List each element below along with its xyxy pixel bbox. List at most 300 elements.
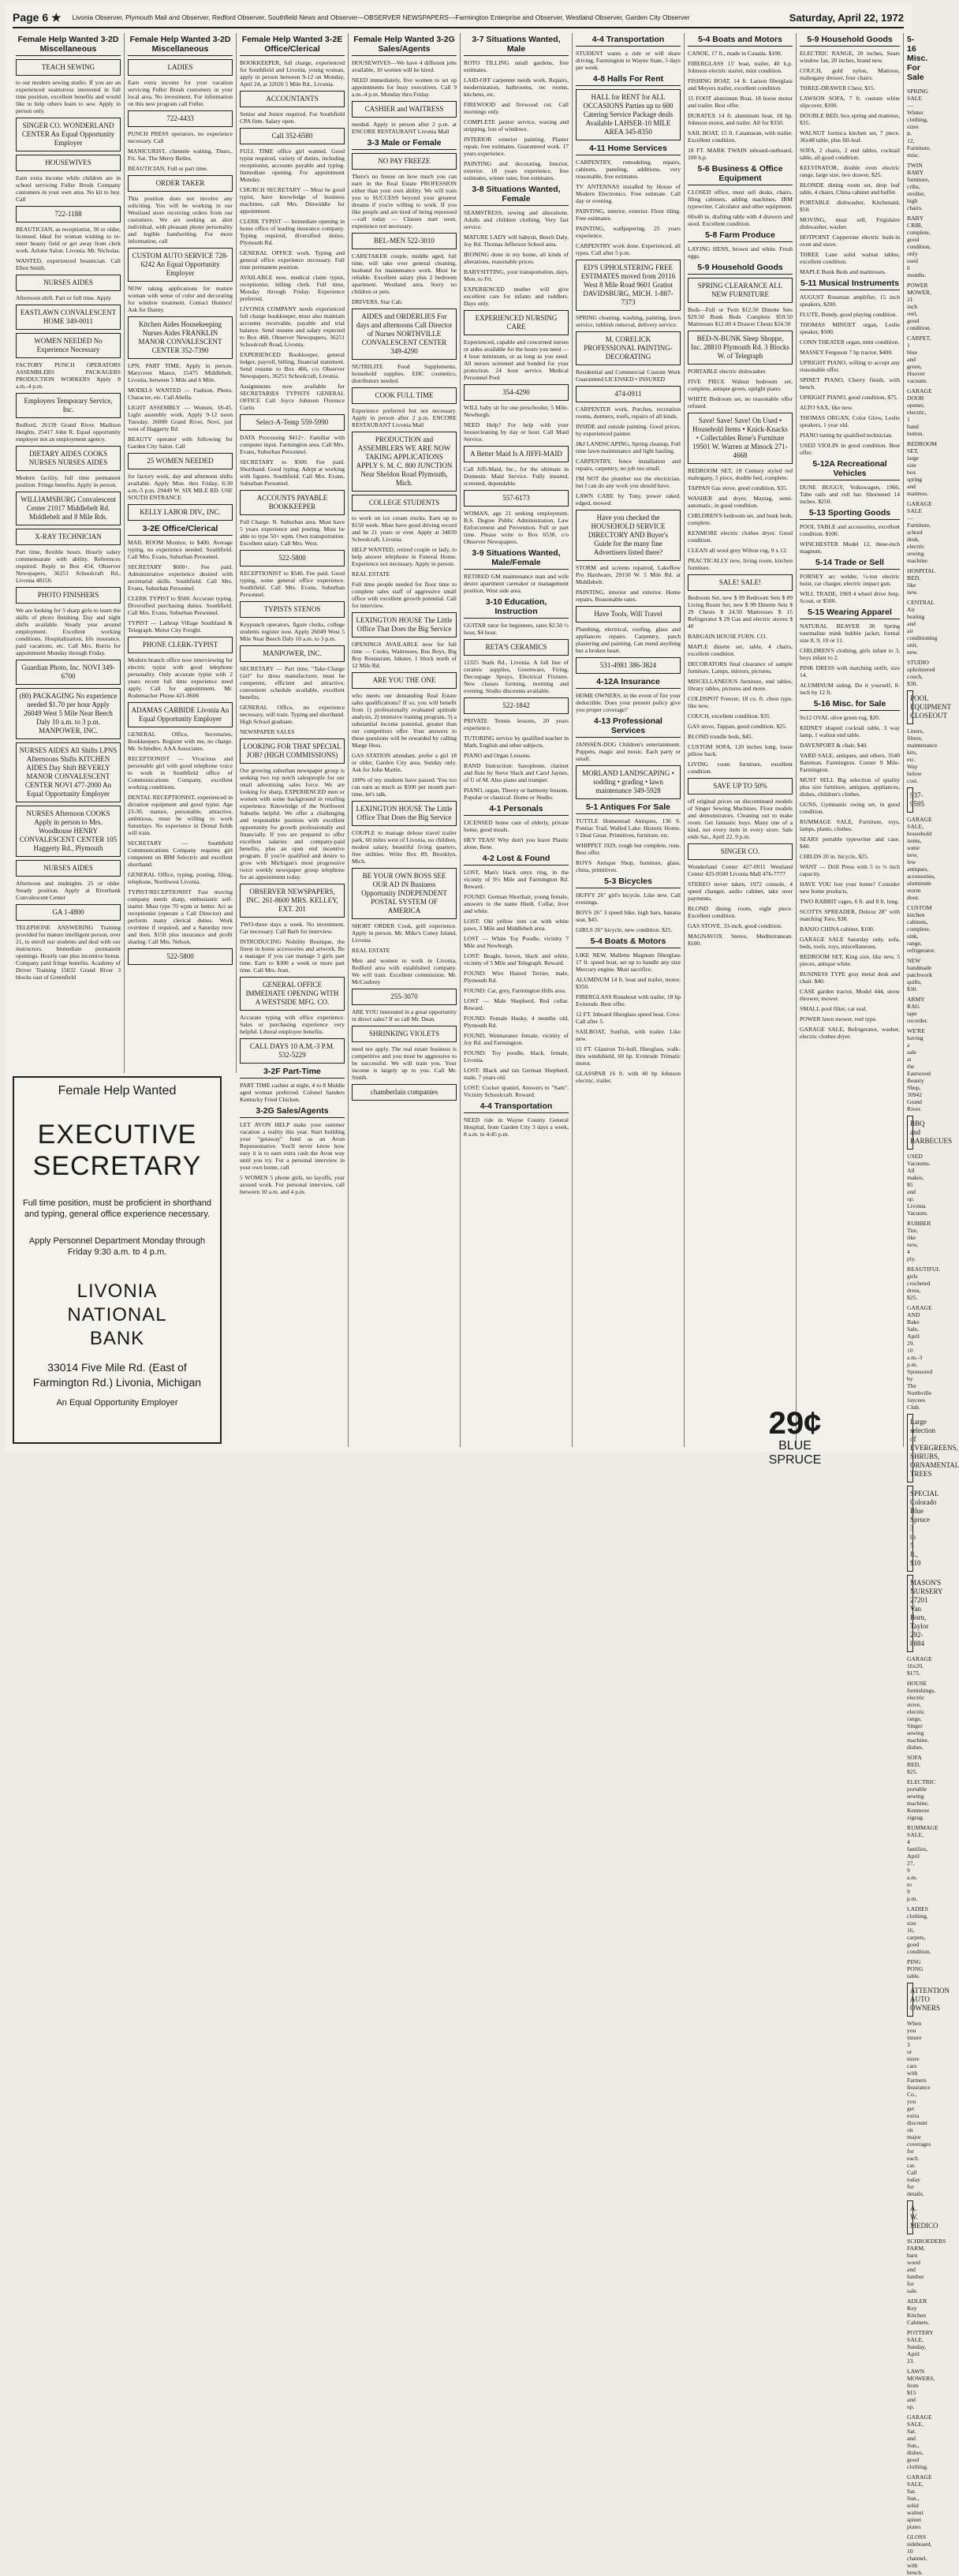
display-ad: NURSES Afternoon COOKS Apply in person to Mrs. Woodhouse HENRY CONVALESCENT CENTER 105 Haggerty Rd., Plymouth [16,806,121,857]
classified-ad: HELP WANTED, retired couple or lady, to help answer telephone in Funeral Home. Experience not necessary. Apply in person. [352,546,457,567]
bank-name-1: LIVONIA [76,1281,158,1302]
display-ad: ACCOUNTS PAYABLE BOOKKEEPER [240,490,345,515]
classified-ad: BOYS 26" 3 speed bike, high bars, banana seat, $45. [576,909,681,923]
classified-ad: DECORATORS final clearance of sample furniture. Lamps, mirrors, pictures. [688,660,793,675]
classified-ad: to work on ice cream trucks. Earn up to $150 week. Must have good driving record and be 21 years or over. Apply at 34039 Schoolcraft, Livonia. [352,514,457,543]
display-ad: SAVE UP TO 50% [688,778,793,794]
masthead [13,8,904,28]
classified-ad: 12 FT. Inboard fiberglass speed boat, Cove. Call after 5. [576,1011,681,1025]
section-header: 4-12A Insurance [576,677,681,689]
column-4 [349,33,461,1447]
display-ad: SINGER CO. [688,843,793,860]
section-header: 4-8 Halls For Rent [576,74,681,86]
page-number: Page 6 ★ [13,10,62,24]
classified-ad: NUTRILITE Food Supplements, household supplies. EHC cosmetics, distributors needed. [352,363,457,384]
section-header: Female Help Wanted 3-2G Sales/Agents [352,35,457,56]
classified-ad: GLASSPAR 16 ft. with 40 hp Johnson electric, trailer. [576,1070,681,1084]
classified-ad: HAVE YOU lost your home? Consider new home products. [800,880,900,895]
display-ad: PHOTO FINISHERS [16,587,121,604]
display-ad: M. CORELICK PROFESSIONAL PAINTING-DECORATING [576,331,681,365]
classified-ad: LOST: Cocker spaniel, Answers to "Sam". Vicinity Schoolcraft. Reward. [464,1084,569,1098]
classified-ad: TELEPHONE ANSWERING Training provided for mature intelligent person, over 21, to enroll our students and deal with our instructors. Immediate permanent openings. Hourly rate plus incentive bonus. Company paid fringe benefits. Academy of Driver Training 15032 Grand River 3 blocks east of Greenfield [16,924,121,981]
classified-ad: NEED ride in Wayne County General Hospital, from Garden City 3 days a week, 8 a.m. to 4:45 p.m. [464,1116,569,1138]
classified-ad: YARD SALE, antiques, and others. 3540 Bateman. Farmington. Corner 9 Mile-Farmington. [800,752,900,773]
display-ad: SINGER CO. WONDERLAND CENTER An Equal Opportunity Employer [16,118,121,151]
classified-ad: EXPERIENCED Bookkeeper, general ledger, payroll, billing, financial statement. Send resume to Box 466, c/o Observer Newspapers, 36251 Schoolcraft, Livonia. [240,351,345,379]
classified-ad: SECRETARY $600+. Fee paid. Administrative experience desired with secretarial skills. Southfield. Call Mrs. Evans, Suburban Personnel. [128,563,233,592]
classified-ad: LICENSED home care of elderly, private home, good meals. [464,819,569,833]
classified-ad: Senior and Junior required. For Southfield CPA firm. Salary open. [240,110,345,125]
classified-ad: LAWSON SOFA, 7 ft. custom white slipcover, $100. [800,95,900,109]
display-ad: (80) PACKAGING No experience needed $1.70 per hour Apply 26049 West 5 Mile Near Beech Daly 10 a.m. to 3 p.m. MANPOWER, INC. [16,688,121,739]
classified-ad: FOUND: Toy poodle, black, female, Livonia. [464,1049,569,1064]
classified-ad: GARAGE SALE Saturday only, sofa, beds, tools, toys, miscellaneous. [800,936,900,950]
classified-ad: FOUND: Cat, grey, Farmington Hills area. [464,987,566,994]
display-ad: BED-N-BUNK Sleep Shoppe, Inc. 28810 Plymouth Rd. 3 Blocks W. of Telegraph [688,331,793,365]
classified-ad: AVAILABLE now, medical claim typist, receptionist, billing clerk. Full time, Monday through Friday. Experience preferred. [240,274,345,302]
display-ad: ADAMAS CARBIDE Livonia An Equal Opportunity Employer [128,702,233,727]
classified-ad: GAS STATION attendant, prefer a girl 18 or older, Garden City area. Sunday only. Ask for John Martin. [352,752,457,773]
classified-ad: Full Charge. N. Suburban area. Must have 5 years experience and posting. Must be able to type 50+ wpm. Own transportation. Excellent salary. Call Mrs. West. [240,518,345,547]
classified-ad: TWO RABBIT cages, 6 ft. and 8 ft. long. [800,898,899,905]
classified-ad: Men and women to work in Livonia, Redford area with established company. We will train. Excellent commission. Mr. McCoubrey [352,957,457,985]
classified-ad: DRIVERS, Star Cab. [352,298,403,305]
classified-ad: STORM and screens repaired, Lakeflow Pro Hardware, 29150 W. 5 Mile Rd. at Middlebelt. [576,564,681,585]
classified-ad: PIANO and Organ Lessons. [464,752,532,759]
classified-ad: THOMAS MINUET organ, Leslie speaker, $500. [800,321,900,335]
classified-ad: LIGHT ASSEMBLY — Women, 18-45. Light assembly work. Apply 9-12 noon Tuesday. 26000 Grand River, Novi, just west of Haggerty Rd. [128,404,233,432]
section-header: 4-4 Transportation [464,1101,569,1113]
classified-ad: PINK DRESS with matching outfit, size 14. [800,664,900,679]
classified-ad: FLUTE, Bundy, good playing condition. [800,311,897,318]
section-header: 5-13 Sporting Goods [800,508,900,520]
display-ad: SPECIAL Colorado Blue Spruce 3 to 5 ft., $10 [907,1486,913,1572]
display-ad: CUSTOM AUTO SERVICE 728-6242 An Equal Opportunity Employer [128,248,233,282]
section-header: 3-3 Male or Female [352,138,457,150]
section-header: 5-15 Wearing Apparel [800,608,900,619]
classified-ad: ALUMINUM 14 ft. boat and trailer, motor. $350. [576,976,681,990]
section-header: 5-12A Recreational Vehicles [800,459,900,480]
display-ad: LOOKING FOR THAT SPECIAL JOB? (HIGH COMMISSIONS) [240,738,345,764]
blue-spruce-ad [756,1408,834,1467]
classified-ad: CLOSED office, must sell desks, chairs, filing cabinets, adding machines, IBM typewriter, Calculator and other equipment. [688,189,793,210]
classified-ad: BARGAIN HOUSE FURN. CO. [688,633,767,640]
classified-ad: BOOKKEEPER, full charge, experienced for Southfield and Livonia, young woman, apply in person between 9-12 on Monday, April 24, at 32020 5 Mile Rd., Livonia. [240,59,345,88]
display-ad: DIETARY AIDES COOKS NURSES NURSES AIDES [16,446,121,471]
classified-ad: RECEPTIONIST — Vivacious and personable girl with good telephone voice to work in Southfield office of Communications Company, excellent working conditions. [128,755,233,791]
classified-ad: FOUND: Female Husky, 4 months old, Plymouth Rd. [464,1015,569,1029]
classified-ad: Call Jiffi-Maid, Inc., for the ultimate in Domestic Maid Service. Fully insured, screened, dependable. [464,465,569,487]
display-ad: GENERAL OFFICE IMMEDIATE OPENING WITH A WESTSIDE MFG. CO. [240,977,345,1011]
display-ad: 557-6173 [464,490,569,507]
classified-ad: FIBERGLASS 15' boat, trailer, 40 h.p. Johnson electric starter, mint condition. [688,60,793,74]
display-ad: A. W. MEDICO [907,2200,913,2234]
classified-ad: LOST: Black and tan German Shepherd, male, 7 years old. [464,1067,569,1081]
classified-ad: SAIL BOAT, 15 ft. Catamaran, with trailer. Excellent condition. [688,129,793,144]
display-ad: LEXINGTON HOUSE The Little Office That Does the Big Service [352,612,457,637]
classified-ad: Accurate typing with office experience. Sales or purchasing experience very helpful. Liberal employee benefits. [240,1014,345,1035]
classified-ad: Residential and Commercial Custom Work Guaranteed LICENSED • INSURED [576,368,681,383]
classified-ad: CHURCH SECRETARY — Must be good typist, have knowledge of business machines, call Mrs. Dinwiddie for appointment. [240,186,345,215]
classified-ad: WHIPPET 1929, rough but complete, runs. Best offer. [576,842,681,856]
classified-ad: STUDENT wants a ride or will share driving, Farmington to Wayne State, 5 days per week. [576,50,681,71]
classified-ad: PRACTICALLY new, living room, kitchen furniture. [688,557,793,571]
classified-ad: LOST: Old yellow tom cat with white paws, 3 Mile and Middlebelt area. [464,918,569,932]
classified-ad: PUNCH PRESS operators, no experience necessary. Call [128,130,233,144]
classified-ad: Earn extra income while children are in school servicing Fuller Brush Company customers in your own area. No kit to buy. Call [16,174,121,203]
classified-ad: FOUND: German Shorthair, young female, answers to the name Hiedi. Collar, liver and white. [464,893,569,914]
display-ad: OBSERVER NEWSPAPERS, INC. 261-8600 MRS. KELLEY, EXT. 201 [240,884,345,918]
display-ad: 522-1842 [464,697,569,714]
classified-ad: Bedroom Set, new $ 99 Bedroom Sets $ 89 Living Room Set, new $ 99 Dinette Sets $ 29 Chests $ 24.50 Mattresses $ 15 Refrigerator $ 29 Gas and electric stoves $ 40 [688,594,793,630]
classified-ad: ALUMINUM siding. Do it yourself, 8-inch by 12 ft. [800,682,900,696]
section-header: 4-4 Transportation [576,35,681,47]
equal-opportunity-note: An Equal Opportunity Employer [56,1398,178,1408]
display-ad: WOMEN NEEDED No Experience Necessary [16,333,121,358]
classified-ad: DURATEX 14 ft. aluminum boat, 18 hp. Johnson motor, and trailer. All for $350. [688,112,793,126]
display-ad: TEACH SEWING [16,59,121,76]
classified-ad: PART TIME cashier at night, 4 to 8 Middle aged woman preferred. Colonel Sanders Kentucky Fried Chicken. [240,1082,345,1103]
blue-spruce-label: BLUE SPRUCE [768,1439,822,1467]
classified-ad: PAINTING, wallpapering, 25 years experience. [576,225,681,239]
classified-ad: GENERAL OFFICE work. Typing and general office experience necessary. Full time permanent position. [240,249,345,271]
classified-ad: SEARS portable typewriter and case, $40. [800,836,900,850]
classified-ad: RECEPTIONIST to $540. Fee paid. Good typing, some general office experience. Southfield. Call Mrs. Evans, Suburban Personnel. [240,570,345,598]
display-ad: CALL DAYS 10 A.M.-3 P.M. 532-5229 [240,1038,345,1064]
classified-ad: BEAUTICIAN, Full or part time. [128,165,208,172]
display-ad: Guardian Photo, Inc. NOVI 349-6700 [16,660,121,685]
classified-ad: Earn extra income for your vacation servicing Fuller Brush customers in your local area. No investment. For information on this new program call Fuller. [128,79,233,107]
classified-ad: GAS stove, Tappan, good condition. $25. [688,723,787,730]
classified-ad: FOUND: Wire Haired Terrier, male, Plymouth Rd. [464,970,569,984]
ad-apply: Apply Personnel Department Monday through Friday 9:30 a.m. to 4 p.m. [28,1236,206,1257]
section-header: 4-1 Personals [464,804,569,816]
classified-ad: BAND Instruction: Saxophone, clarinet and flute by Steve Slack and Carol Jaynes, of U of M. Also piano and trumpet. [464,762,569,783]
column-1 [13,33,125,1073]
classified-ad: MAPLE dinette set, table, 4 chairs, excellent condition. [688,643,793,657]
display-ad: HALL for RENT for ALL OCCASIONS Parties up to 600 Catering Service Package deals Available LAHSER-10 MILE AREA 345-8350 [576,89,681,140]
display-ad: COLLEGE STUDENTS [352,495,457,511]
section-header: 3-7 Situations Wanted, Male [464,35,569,56]
ad-title-line-2: SECRETARY [32,1151,202,1181]
classified-ad: 100% of my students have passed. You too can earn as much as $500 per month part-time, let's talk. [352,776,457,798]
display-ad: CASHIER and WAITRESS [352,101,457,118]
section-header: 5-14 Trade or Sell [800,558,900,570]
classified-ad: ALTO SAX, like new. [800,404,853,411]
classified-ad: SECRETARY to $500. Fee paid. Shorthand. Good typing. Adept at working with figures. Southfield. Call Mrs. Evans, Suburban Personnel. [240,458,345,487]
classified-ad: CHILDS 20 in. bicycle, $25. [800,853,869,860]
classified-ad: ROYS Antique Shop, furniture, glass, china, primitives. [576,859,681,873]
display-ad: MORLAND LANDSCAPING • sodding • grading • lawn maintenance 349-5928 [576,765,681,799]
classified-ad: LOST: Beagle, brown, black and white, vicinity of 5 Mile and Telegraph. Reward. [464,952,569,966]
classified-ad: DUNE BUGGY, Volkswagen, 1966, Tube rails and roll bar. Shortened 14 inches. $250. [800,484,900,505]
classified-ad: REAL ESTATE [352,947,390,954]
classified-ad: PAINTING and decorating. Interior, exterior. 18 years experience, free estimates, winter rates, free estimates. [464,160,569,181]
classified-ad: MAGNAVOX Stereo, Mediterranean. $100. [688,933,793,947]
classified-ad: USED VIOLIN in good condition. Best offer. [800,442,900,456]
classified-ad: WILL baby sit for one preschooler, 5 Mile-Newburgh. [464,404,569,418]
classified-ad: 18 FT. MARK TWAIN inboard-outboard, 100 h.p. [688,147,793,161]
classified-ad: NEED Help? For help with your housecleaning by day or hour. Call Maid Service. [464,421,569,443]
classified-ad: TV ANTENNAS installed by House of Modern Electronics. Free estimate. Call day or evening. [576,183,681,204]
classified-ad: for factory work, day and afternoon shifts available. Apply Mon. thru Friday, 6:30 a.m.-5 p.m. 29449 W. SIX MILE RD. USE SOUTH ENTRANCE [128,473,233,501]
newspaper-page [5,3,959,2576]
classified-ad: BUSINESS TYPE gray metal desk and chair. $40. [800,970,900,985]
column-5 [461,33,573,1447]
classified-ad: JANSSEN-DOG Children's entertainment. Puppets, magic and music. Each party or small. [576,741,681,762]
classified-ad: COLDSPOT Freezer, 18 cu. ft. chest type, like new. [688,695,793,709]
display-ad: chamberlain companies [352,1084,457,1101]
display-ad: NURSES AIDES [16,275,121,291]
display-ad: Call 352-6580 [240,128,345,144]
display-ad: BEL-MEN 522-3010 [352,233,457,249]
classified-ad: BEAUTY operator with following for Garden City Salon. Call [128,436,233,450]
display-ad: ED'S UPHOLSTERING FREE ESTIMATES moved from 20116 West 8 Mile Road 9601 Gratiot DAVIDSBURG, MICH. 1-887-7373 [576,260,681,311]
classified-ad: ELECTRIC RANGE, 20 inches, Sears window fan, 20 inches, brand new. [800,50,900,64]
classified-ad: FULL TIME office girl wanted. Good typist required, variety of duties, including receptionist, accounts payable and typing. Immediate opening. For appointment Monday. [240,148,345,183]
classified-ad: THREE Lane solid walnut tables, excellent condition. [800,251,900,265]
executive-secretary-ad [13,1076,222,1444]
classified-ad: ROTO TILLING small gardens, free estimates. [464,59,569,73]
section-header: 3-2E Office/Clerical [128,524,233,536]
classified-ad: PORTABLE dishwasher, Kitchenaid, $50. [800,199,900,213]
classified-ad: MAPLE Bunk Beds and mattresses. [800,268,886,275]
classified-ad: We are looking for 5 sharp girls to learn the skills of photo finishing. Day and night shifts available. Steady year around employment. Excellent working conditions. Hospitalization, life insurance, paid vacations, etc. Call Mrs. Burris for appointment Monday through Friday. [16,607,121,656]
classified-ad: COMPLETE janitor service, waxing and stripping, lots of windows. [464,118,569,133]
classified-ad: STEREO never taken, 1972 console, 4 speed changer, audio cabinet, take over payments. [688,880,793,902]
display-ad: Save! Save! Save! On Used • Household Items • Knick-Knacks • Collectables Rene's Furniture 19501 W. Warren at Minock 271-4668 [688,413,793,464]
display-ad: 474-0911 [576,386,681,402]
display-ad: 255-3070 [352,989,457,1005]
classified-ad: MAIL ROOM Monitor, to $400. Average typing, no experience needed. Southfield. Call Mrs. Evans, Suburban Personnel. [128,539,233,560]
classified-ad: NEWSPAPER SALES [240,728,295,735]
publication-line: Livonia Observer, Plymouth Mail and Observer, Redford Observer, Southfield News and Observer—OBSERVER NEWSPAPERS—Farmington Enterprise and Observer, Westland Observer, Garden City Observer [72,13,690,21]
classified-ad: Experienced, capable and concerned nurses or aides available for the hours you need — 4 hour minimum, or as long as you need. All nurses screened and bonded for your protection. 24 hour service. Medical Personnel Pool [464,338,569,381]
classified-ad: INTRODUCING Nobility Boutique, the finest in home accessories and artwork. Be a manager if you can manage 3 girls part time. Earn to $300 a week or more part time. Call Mrs. Jean. [240,938,345,974]
classified-ad: TAPPAN Gas stove, good condition, $35. [688,484,788,492]
classified-ad: Modern facility, full time permanent position. Fringe benefits. Apply in person. [16,474,121,488]
classified-ad: There's no freeze on how much you can earn in the Real Estate PROFESSION either than your own ability. We will train you to SUCCESS beyond your greatest dreams if you're willing to work. If you like people and are tired of being repressed—call today — Classes start soon, experience not necessary. [352,173,457,230]
classified-ad: AUGUST Rossman amplifier, 15 inch speakers, $200. [800,293,900,308]
section-header: 5-11 Musical Instruments [800,279,900,290]
classified-ad: NEED immediately, five women to set up appointments for busy executives. Call 9 a.m.-4 p.m. Monday thru Friday. [352,77,457,98]
classified-ad: UPRIGHT PIANO, willing to accept any reasonable offer. [800,359,900,373]
classified-ad: off original prices on discontinued models of Singer Sewing Machines. Floor models and demonstrators. Cleaning out to make room. Get fantastic buys. Many one of a kind, not every item in every store. Sale ends Sat., April 22, 9 p.m. [688,798,793,840]
column-7 [685,33,797,1447]
classified-ad: BANJO CHINA cabinet, $100. [800,925,875,933]
classified-ad: CLERK TYPIST to $500. Accurate typing. Diversified purchasing duties. Southfield. Call Mrs. Evans, Suburban Personnel. [128,595,233,616]
classified-ad: WINCHESTER Model 12, three-inch magnum. [800,540,900,555]
classified-ad: Plumbing, electrical, roofing, glass and appliances repairs. Carpentry, patch plastering and painting. Can mend anything but a broken heart. [576,626,681,654]
display-ad: 354-4290 [464,384,569,401]
classified-ad: Experience preferred but not necessary. Apply in person after 2 p.m. ENCORE RESTAURANT Livonia Mall [352,407,457,428]
classified-ad: SAILBOAT, Sunfish, with trailer. Like new. [576,1028,681,1042]
classified-ad: CLEAN all wool grey Wilton rug, 9 x 12. [688,547,788,554]
display-ad: 937-9595 [907,787,913,813]
classified-ad: MUST SELL Big selection of quality plus size furniture, antiques, appliances, dishes, children's clothes. [800,776,900,798]
classified-ad: 15 FT. Glastron Tri-hull, fiberglass, walk-thru windshield, 60 hp. Evinrude Trimatic motor. [576,1045,681,1067]
classified-ad: FIBERGLASS Runabout with trailer, 18 hp Evinrude. Best offer. [576,993,681,1008]
display-ad: MASON'S NURSERY 27201 Van Born, Taylor 292-8884 [907,1575,913,1652]
classified-ad: Keypunch operators, figure clerks, college students register now. Apply 26049 West 5 Mile Near Beech Daly 10 a.m. to 3 p.m. [240,621,345,642]
classified-ad: THOMAS ORGAN, Color Glow, Leslie speakers, 1 year old. [800,414,900,428]
classified-ad: INSIDE and outside painting. Good prices, by experienced painter. [576,423,681,437]
column-3 [237,33,349,1447]
display-ad: SHRINKING VIOLETS [352,1026,457,1042]
classified-ad: MANICURIST, clientele waiting. Thurs., Fri. Sat. The Merry Belles. [128,148,233,162]
display-ad: TYPISTS STENOS [240,601,345,618]
classified-ad: PIANO tuning by qualified technician. [800,432,893,439]
classified-ad: HOME OWNERS, in the event of fire your deductible. Does your present policy give you proper coverage? [576,692,681,713]
classified-ad: 15 FOOT aluminum Boat, 18 horse motor and trailer. Best offer. [688,95,793,109]
classified-ad: TYPIST — Lathrup Village Southland & Telegraph. Motor City Freight. [128,619,233,634]
issue-date: Saturday, April 22, 1972 [789,11,904,24]
section-header: 3-2G Sales/Agents [240,1106,345,1118]
classified-ad: This position does not involve any soliciting. You will be working in our Westland store receiving orders from our customers. We are seeking an alert individual, with pleasant phone personality and legible handwriting. For more information, call [128,195,233,245]
classified-ad: LIKE NEW, Mallette Magnum fiberglass 17 ft. speed boat, set up to handle any size Mercury engine. Must sacrifice. [576,952,681,973]
classified-ad: KIDNEY shaped cocktail table, 3 way lamp, 1 walnut end table. [800,724,900,738]
classified-ad: FOUND, Weimaraner female, vicinity of Joy Rd. and Farmington. [464,1032,569,1046]
classified-ad: MODELS WANTED — Fashion, Photo, Character, etc. Call Abella. [128,387,233,401]
classified-ad: LOST — Male Shepherd, Red collar. Reward. [464,997,569,1011]
classified-ad: PAINTING, interior, exterior. Floor tiling. Free estimates. [576,208,681,222]
classified-ad: THREE-DRAWER Chest, $15. [800,84,875,92]
classified-ad: CARETAKER couple, middle aged, full time, will take over general cleaning, husband for maintenance work. Must be reliable. Excellent salary plus 2 bedroom apartment. Westland area. Sorry no children or pets. [352,252,457,295]
ad-category: Female Help Wanted [58,1084,177,1097]
section-header: 5-9 Household Goods [800,35,900,47]
classified-ad: FORNEY arc welder, ½-ton electric hoist, car charger, electric impact gun. [800,573,900,587]
classified-ad: MISCELLANEOUS furniture, end tables, library tables, pictures and more. [688,678,793,692]
section-header: 5-16 Misc. for Sale [800,699,900,711]
display-ad: BE YOUR OWN BOSS SEE OUR AD IN Business Opportunity INDEPENDENT POSTAL SYSTEM OF AMERICA [352,868,457,919]
classified-ad: J&J LANDSCAPING, Spring cleanup, Full time lawn maintenance and light hauling. [576,440,681,454]
classified-ad: to our modern sewing studio. If you are an experienced seamstress interested in full time position, excellent benefits and would like to help others learn to sew. Apply in person only. [16,79,121,114]
classified-ad: INTERIOR exterior painting. Plaster repair, free estimates. Guaranteed work. 17 years experience. [464,136,569,157]
classified-ad: FIVE PIECE Walnut bedroom set, complete, antique green, upright piano. [688,378,793,392]
classified-ad: WASHER and dryer, Maytag, semi-automatic, in good condition. [688,495,793,509]
classified-ad: HOUSEWIVES—We have 4 different jobs available, 10 women will be hired. [352,59,457,73]
section-header: 3-2F Part-Time [240,1067,345,1079]
classified-ad: PIANO, organ, Theory or harmony lessons. Popular or classical. Home or Studio. [464,787,569,801]
display-ad: BBQ and BARBECUES [907,1116,913,1150]
display-ad: EASTLAWN CONVALESCENT HOME 349-0011 [16,305,121,330]
classified-ad: NOW taking applications for mature woman with sense of color and decorating for window treatment. Contact Hunters! Ask for Danny. [128,285,233,313]
display-ad: AIDES and ORDERLIES For days and afternoons Call Director of Nurses NORTHVILLE CONVALESCENT CENTER 349-4290 [352,308,457,360]
classified-ad: 60x40 in. drafting table with 4 drawers and stool. Excellent condition. [688,213,793,227]
classified-ad: UPRIGHT PIANO, good condition, $75. [800,394,898,401]
display-ad: LADIES [128,59,233,76]
classified-ad: REAL ESTATE [352,570,390,578]
classified-ad: GENERAL Office, no experience necessary, will train. Typing and shorthand. High School graduate. [240,704,345,725]
classified-ad: Afternoon shift. Part or full time. Apply [16,294,112,301]
classified-ad: FACTORY PUNCH OPERATORS ASSEMBLERS PACKAGERS PRODUCTION WORKERS Apply 8 a.m.-4 p.m. [16,361,121,390]
classified-ad: GUNS, Gymnastic swing set, in good condition. [800,801,900,815]
classified-ad: LOST — White Toy Poodle, vicinity 7 Mile and Newburgh. [464,935,569,949]
classified-ad: WANTED, experienced beautician. Call Ellen Smith. [16,257,121,271]
classified-ad: Assignments now available for SECRETARIES TYPISTS GENERAL OFFICE Call Joyce Johnson Florence Curtis [240,383,345,411]
classified-ad: BLOND dining room, eight piece. Excellent condition. [688,905,793,919]
classified-ad: PRIVATE Tennis lessons, 20 years experience. [464,717,569,731]
classified-ad: DATA Processing $412+. Familiar with computer input. Farmington area. Call Mrs. Evans, Suburban Personnel. [240,434,345,455]
classified-ad: EXPERIENCED mother will give excellent care for infants and toddlers. Days only. [464,286,569,307]
classified-ad: I'M NOT the plumber nor the electrician, but I can do any work you should have. [576,475,681,489]
display-ad: Select-A-Temp 559-5990 [240,414,345,431]
classified-ad: BEAUTICIAN, as receptionist, 30 or older, licensed. Ideal for woman wishing to re-enter beauty field or get away from clerk work. Arlotte Salon. Livonia. Mr. Nicholas. [16,226,121,254]
column-6 [573,33,685,1447]
classified-ad: SMALL pool filter, cat seal. [800,1005,868,1012]
classified-ad: ARE YOU interested in a great opportunity in direct sales? If so call Mr. Dean. [352,1008,457,1023]
display-ad: NO PAY FREEZE [352,153,457,170]
classified-ad: Our growing suburban newspaper group is seeking two top notch salespeople for our retail advertising sales force. We are looking for sharp, EXPERIENCED men or women with some background in retailing experience. Knowledge of the Northwest Suburbs helpful. We offer a challenging and responsible position with excellent opportunity for growth professionally and financially. If you are prepared to offer excellent salaries and company-paid benefits, plus an open end incentive program. If you're qualified and desire to grow with Michigan's most progressive twice weekly newspaper group telephone for an appointment today. [240,767,345,880]
display-ad: NURSES AIDES [16,860,121,877]
display-ad: ATTENTION AUTO OWNERS [907,1983,913,2017]
section-header: 5-4 Boats & Motors [576,937,681,948]
classified-ad: Wonderland Center 427-0011 Westland Center 425-9500 Livonia Mall 476-7777 [688,863,793,877]
classified-ad: GENERAL Office, Secretaries, Bookkeepers. Register with me, no charge. Mr. Schindler, AAA Associates. [128,731,233,752]
bank-name-3: BANK [89,1328,145,1349]
classified-ad: DOUBLE BED, box spring and mattress, $35. [800,112,900,126]
classified-ad: GIRLS 26" bicycle, new condition. $25. [576,926,673,933]
classified-ad: RETIRED GM maintenance man and wife desire apartment caretaker or management position, West side area. [464,573,569,594]
display-ad: COOK FULL TIME [352,387,457,404]
classified-ad: needed. Apply in person after 2 p.m. at ENCORE RESTAURANT Livonia Mall [352,121,457,135]
classified-ad: COUPLE to manage deluxe travel trailer park, 60 miles west of Livonia, no children, modest salary, beautiful living quarters, free utilities. Write Box 89, Brooklyn, Mich. [352,829,457,865]
classified-ad: PORTABLE electric dishwasher. [688,368,767,375]
display-ad: EXPERIENCED NURSING CARE [464,310,569,335]
classified-ad: CASE garden tractor, Model 444, snow thrower, mower. [800,988,900,1002]
classified-ad: TYPIST/RECEPTIONIST Fast moving company needs sharp, enthusiastic self-starter. Must type 70 wpm or better. Act as receptionist (operate a Call Director) and perform many clerical duties. Work overtime if required, and a Saturday now and then. $150 plus insurance and profit sharing. Call Mrs. Nelson, [128,888,233,945]
display-ad: Employers Temporary Service, Inc. [16,393,121,418]
classified-ad: SCOTTS SPREADER, Deluxe 28" with matching Toro, $30. [800,908,900,922]
classified-ad: BABYSITTING, your transportation, days, Mon. to Fri. [464,268,569,282]
classified-ad: Beds—Full or Twin $12.50 Dinette Sets $29.50 Bunk Beds Complete $59.50 Mattresses $12.00 4 Drawer Chests $24.50 [688,306,793,327]
classified-ad: 9x12 OVAL olive green rug, $20. [800,714,880,721]
classified-ad: Full time people needed for floor time to complete sales staff of aggressive small office with excellent growth potential. Call for interview. [352,581,457,609]
classified-ad: LPN, PART TIME. Apply in person. Marycrest Manor, 15475 Middlebelt, Livonia, between 5 Mile and 6 Mile. [128,362,233,383]
classified-ad: LAYING HENS, brown and white. Fresh eggs. [688,245,793,260]
section-header: 5-1 Antiques For Sale [576,802,681,814]
column-9: 5-16 Misc. For Sale SPRING SALE — Winter clothing, sizes 8-12, Furniture, misc. TWIN BABY furniture, cribs, stroller, high chairs. BABY CRIB, complete, good condition, only used 6 months. POWER MOWER, 21 inch reel, good condition. CARPET, 1 blue and green, Hoover vacuum. GARAGE DOOR opener, electric, 1 hand button. BEDROOM SET, large size box spring and mattress. GARAGE SALE — Furniture, school desk, electric sewing machine. HOSPITAL BED, like new. CENTRAL Air heating and air conditioning unit, new. STUDIO upholstered couch, $30. POOL EQUIPMENT CLOSEOUT Liners, filters, maintenance kits, etc. Way below cost. 937-9595 GARAGE SALE, household items, some new, few antiques, accessories, aluminum storm door. CUSTOM kitchen cabinets, complete, sink, range, refrigerator. NEW handmade patchwork quilts, $30. ARMY RAG tape recorder. WE'RE having a sale at the Eastwood Beauty Shop, 30942 Grand River. BBQ and BARBECUES USED Vacuums. All makes, $5 and up. Livonia Vacuum. RUBBER Tire, like new, 4 ply. BEAUTIFUL girls crocheted dress, $25. GARAGE AND Bake Sale, April 29. 10 a.m.-3 p.m. Sponsored by The Northville Jaycees Club. Large selection of EVERGREENS, SHRUBS, ORNAMENTAL TREES SPECIAL Colorado Blue Spruce 3 to 5 ft., $10 MASON'S NURSERY 27201 Van Born, Taylor 292-8884 GARAGE 16x20, $175. HOUSE furnishings, electric stove, electric range, Singer sewing machine, dishes. SOFA BED, $25. ELECTRIC portable sewing machine, Kenmore zigzag. RUMMAGE SALE, 4 families, April 27, 9 a.m. to 9 p.m. LADIES clothing, size 16, carpets, good condition. PING PONG table. ATTENTION AUTO OWNERS When you insure 3 or more cars with Farmers Insurance Co., you get extra discount on major coverages for each car. Call today for details. A. W. MEDICO SCHROEDERS FARM, barn wood and lumber for sale. ADLER Key Kitchen Cabinets. POTTERY SALE, Sunday, April 23. LAWN MOWERS, from $15 and up. GARAGE SALE, Sat. and Sun., dishes, good clothing. GARAGE SALE, Sat. Sun., solid walnut spinet piano. GLOSS sideboard, 10 channel, with bench. [907,35,959,2576]
bank-name-2: NATIONAL [67,1304,167,1325]
classified-ad: HOTPOINT Copperone electric built-in oven and stove. [800,234,900,248]
classified-ad: RUMMAGE SALE, Furniture, toys, lamps, plants, clothes. [800,818,900,832]
classified-ad: IRONING done in my home, all kinds of alterations, reasonable prices. [464,251,569,265]
classified-ad: LIVING room furniture, excellent condition. [688,761,793,775]
classified-ad: SECRETARY — Southfield Communications Company requires girl competent on IBM Selectric and excellent shorthand. [128,839,233,868]
classified-ad: CUSTOM SOFA, 120 inches long, loose pillow back. [688,743,793,757]
classified-ad: BEDROOM SET, King size, like new, 5 pieces, antique white. [800,953,900,967]
display-ad: SPRING CLEARANCE ALL NEW FURNITURE [688,278,793,303]
classified-ad: GENERAL Office, typing, posting, filing, telephone, Northwest Livonia. [128,871,233,885]
classified-ad: KENMORE electric clothes dryer. Good condition. [688,529,793,544]
classified-ad: DAVENPORT & chair, $40. [800,742,868,749]
classified-ad: 12325 Stark Rd., Livonia. A full line of ceramic supplies, Greenware, Firing, Decoupage Sprays, Electrical Fixtures. New classes forming, morning and evening. Studio discounts available. [464,659,569,694]
classified-ad: COUCH, gold nylon, Mattress, mahogany dresser, four chairs. [800,67,900,81]
display-ad: HOUSEWIVES [16,155,121,171]
classified-ad: OPENINGS AVAILABLE now for full time — Cooks, Waitresses, Bus Boys, Big Boy Restaurant, Inkster, 1 block north of 12 Mile Rd. [352,641,457,669]
section-header: 5-3 Bicycles [576,877,681,888]
classified-ad: LIVONIA COMPANY needs experienced full charge bookkeeper, must also maintain accounts receivable, payable and trial balance. Send resume and salary expected to Box 468, Observer Newspapers, 36251 Schoolcraft Road, Livonia. [240,305,345,348]
display-ad: Have you checked the HOUSEHOLD SERVICE DIRECTORY AND Buyer's Guide for the many fine Advertisers listed there? [576,510,681,561]
classified-ad: BEDROOM SET, 18 Century styled red mahogany, 5 piece, double bed, complete. [688,467,793,481]
display-ad: LEXINGTON HOUSE The Little Office That Does the Big Service [352,801,457,826]
classified-ad: 5 WOMEN 5 phone girls, no layoffs, year around work. For personal interview, call between 10 a.m. and 4 p.m. [240,1174,345,1195]
display-ad: 522-5800 [240,550,345,566]
classified-ad: MATURE LADY will babysit, Beech Daly, Joy Rd. Thomas Jefferson School area. [464,234,569,248]
section-header: 5-4 Boats and Motors [688,35,793,47]
section-header: 5-8 Farm Produce [688,230,793,242]
classified-ad: FIREWOOD and firewood cut. Call mornings only. [464,101,569,115]
